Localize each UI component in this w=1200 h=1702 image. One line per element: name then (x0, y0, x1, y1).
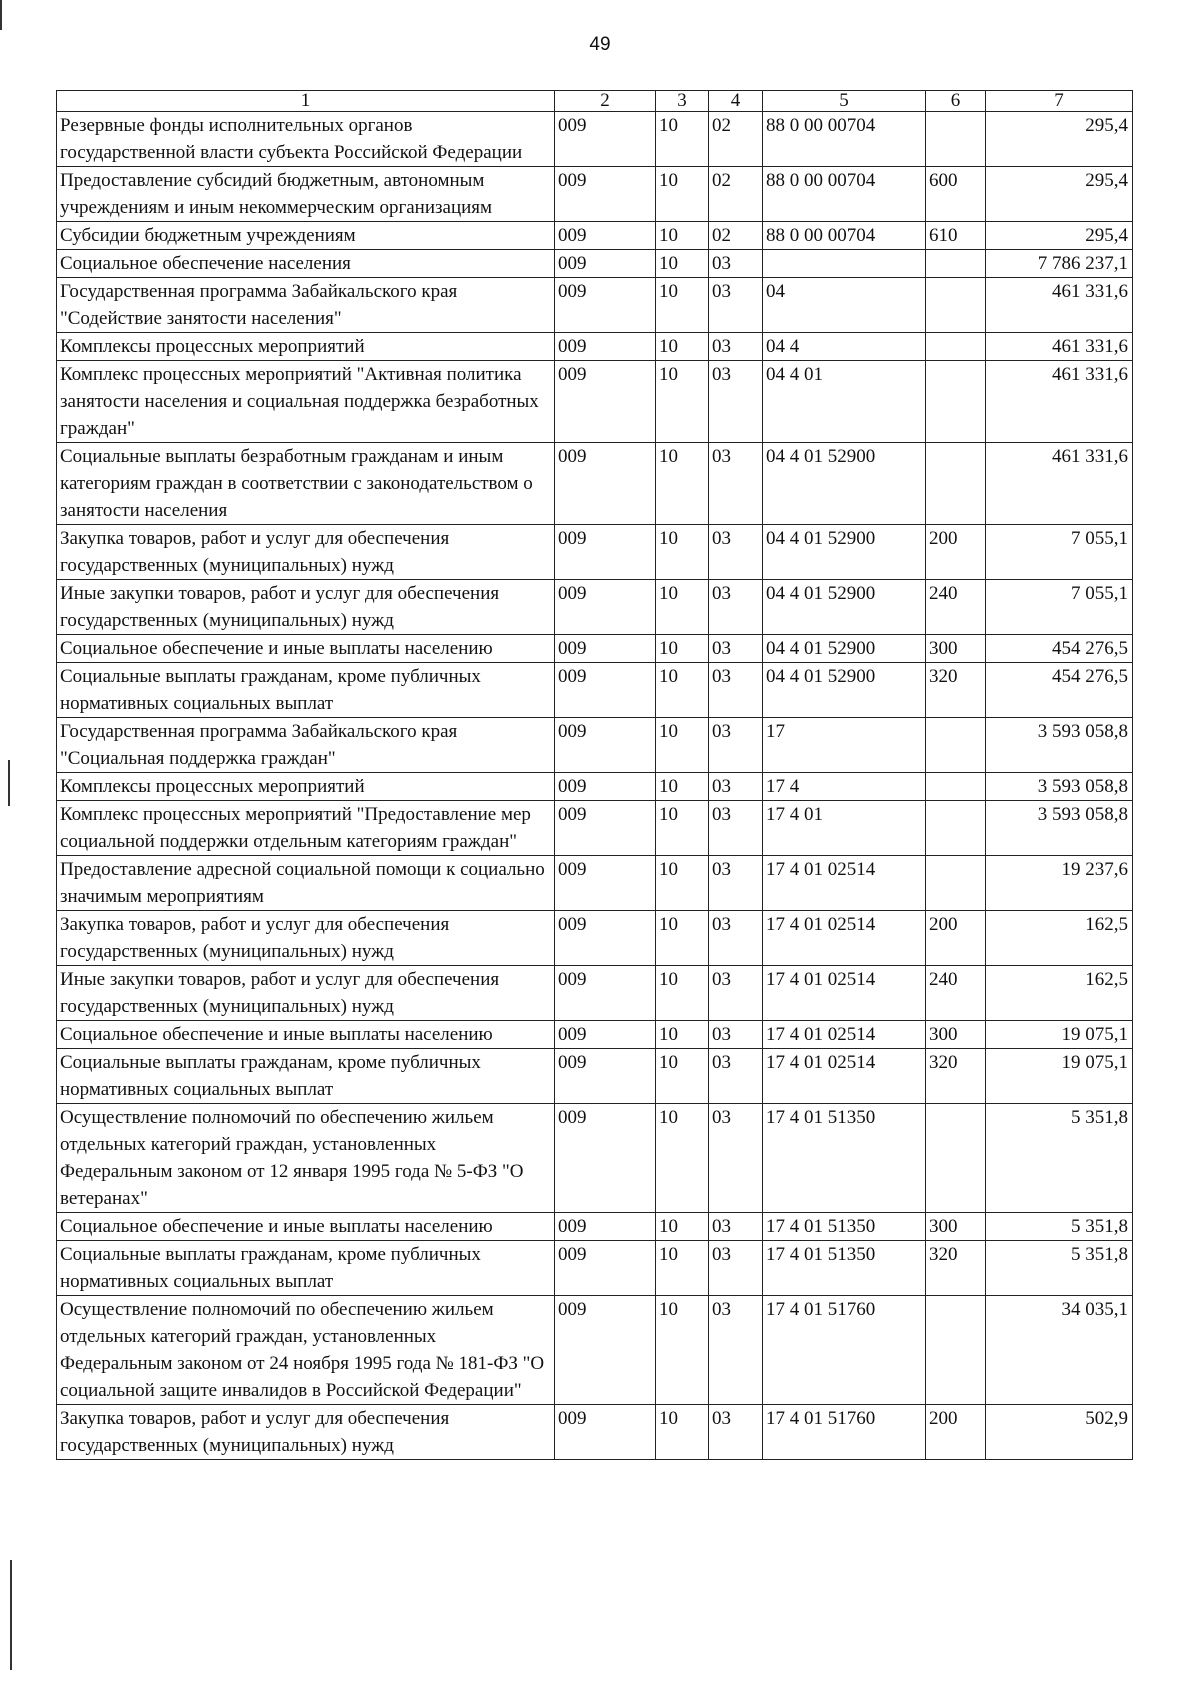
subsection-cell: 03 (709, 911, 763, 966)
amount-cell: 3 593 058,8 (986, 718, 1133, 773)
amount-cell: 295,4 (986, 167, 1133, 222)
row-name-cell: Комплексы процессных мероприятий (57, 773, 555, 801)
amount-cell: 5 351,8 (986, 1241, 1133, 1296)
row-name-cell: Комплексы процессных мероприятий (57, 333, 555, 361)
table-row (57, 333, 1133, 361)
admin-code-cell: 009 (555, 911, 656, 966)
header-cell: 6 (926, 91, 986, 112)
expense-type-cell: 320 (926, 1241, 986, 1296)
row-name-cell: Иные закупки товаров, работ и услуг для обеспечения государственных (муниципальных) нужд (57, 966, 555, 1021)
section-cell: 10 (656, 525, 709, 580)
subsection-cell: 03 (709, 278, 763, 333)
admin-code-cell: 009 (555, 1021, 656, 1049)
expense-type-cell: 300 (926, 1213, 986, 1241)
admin-code-cell: 009 (555, 443, 656, 525)
table-row (57, 856, 1133, 911)
admin-code-cell: 009 (555, 250, 656, 278)
section-cell: 10 (656, 361, 709, 443)
section-cell: 10 (656, 718, 709, 773)
amount-cell: 162,5 (986, 911, 1133, 966)
row-name-cell: Комплекс процессных мероприятий "Предоставление мер социальной поддержки отдельным категориям граждан" (57, 801, 555, 856)
expense-type-cell (926, 1296, 986, 1405)
table-row (57, 1049, 1133, 1104)
subsection-cell: 03 (709, 1104, 763, 1213)
table-row (57, 525, 1133, 580)
table-row (57, 1021, 1133, 1049)
target-article-cell: 88 0 00 00704 (763, 112, 926, 167)
header-cell: 5 (763, 91, 926, 112)
subsection-cell: 03 (709, 1405, 763, 1460)
section-cell: 10 (656, 1104, 709, 1213)
header-row (57, 91, 1133, 112)
subsection-cell: 03 (709, 635, 763, 663)
scan-margin-mark (10, 1560, 12, 1670)
admin-code-cell: 009 (555, 856, 656, 911)
row-name-cell: Социальное обеспечение и иные выплаты населению (57, 635, 555, 663)
target-article-cell: 17 4 01 02514 (763, 911, 926, 966)
row-name-cell: Предоставление субсидий бюджетным, автономным учреждениям и иным некоммерческим организациям (57, 167, 555, 222)
subsection-cell: 03 (709, 1241, 763, 1296)
subsection-cell: 03 (709, 250, 763, 278)
expense-type-cell: 200 (926, 911, 986, 966)
admin-code-cell: 009 (555, 1213, 656, 1241)
amount-cell: 454 276,5 (986, 663, 1133, 718)
section-cell: 10 (656, 966, 709, 1021)
target-article-cell: 04 4 01 52900 (763, 580, 926, 635)
subsection-cell: 03 (709, 1296, 763, 1405)
admin-code-cell: 009 (555, 112, 656, 167)
amount-cell: 19 237,6 (986, 856, 1133, 911)
row-name-cell: Государственная программа Забайкальского края "Социальная поддержка граждан" (57, 718, 555, 773)
table-row (57, 361, 1133, 443)
target-article-cell: 17 4 01 02514 (763, 856, 926, 911)
section-cell: 10 (656, 1296, 709, 1405)
row-name-cell: Социальное обеспечение и иные выплаты населению (57, 1213, 555, 1241)
subsection-cell: 03 (709, 1213, 763, 1241)
amount-cell: 502,9 (986, 1405, 1133, 1460)
table-row (57, 1104, 1133, 1213)
expense-type-cell (926, 250, 986, 278)
subsection-cell: 03 (709, 525, 763, 580)
table-row (57, 222, 1133, 250)
admin-code-cell: 009 (555, 801, 656, 856)
amount-cell: 162,5 (986, 966, 1133, 1021)
row-name-cell: Социальное обеспечение и иные выплаты населению (57, 1021, 555, 1049)
expense-type-cell (926, 361, 986, 443)
subsection-cell: 02 (709, 222, 763, 250)
amount-cell: 19 075,1 (986, 1049, 1133, 1104)
admin-code-cell: 009 (555, 361, 656, 443)
table-row (57, 278, 1133, 333)
amount-cell: 7 055,1 (986, 525, 1133, 580)
section-cell: 10 (656, 663, 709, 718)
section-cell: 10 (656, 112, 709, 167)
target-article-cell: 04 4 (763, 333, 926, 361)
header-cell: 7 (986, 91, 1133, 112)
admin-code-cell: 009 (555, 1049, 656, 1104)
row-name-cell: Социальные выплаты безработным гражданам и иным категориям граждан в соответствии с законодательством о занятости населения (57, 443, 555, 525)
row-name-cell: Государственная программа Забайкальского края "Содействие занятости населения" (57, 278, 555, 333)
section-cell: 10 (656, 1213, 709, 1241)
header-cell: 3 (656, 91, 709, 112)
section-cell: 10 (656, 1049, 709, 1104)
row-name-cell: Субсидии бюджетным учреждениям (57, 222, 555, 250)
admin-code-cell: 009 (555, 580, 656, 635)
table-row (57, 1296, 1133, 1405)
table-row (57, 250, 1133, 278)
expense-type-cell (926, 1104, 986, 1213)
header-cell: 1 (57, 91, 555, 112)
admin-code-cell: 009 (555, 525, 656, 580)
expense-type-cell (926, 801, 986, 856)
amount-cell: 295,4 (986, 222, 1133, 250)
amount-cell: 295,4 (986, 112, 1133, 167)
expense-type-cell (926, 443, 986, 525)
scan-margin-mark (0, 0, 2, 30)
expense-type-cell (926, 856, 986, 911)
subsection-cell: 03 (709, 856, 763, 911)
subsection-cell: 03 (709, 1049, 763, 1104)
row-name-cell: Осуществление полномочий по обеспечению жильем отдельных категорий граждан, установленных Федеральным законом от 12 января 1995 года № 5-ФЗ "О ветеранах" (57, 1104, 555, 1213)
row-name-cell: Комплекс процессных мероприятий "Активная политика занятости населения и социальная поддержка безработных граждан" (57, 361, 555, 443)
section-cell: 10 (656, 250, 709, 278)
amount-cell: 461 331,6 (986, 443, 1133, 525)
section-cell: 10 (656, 278, 709, 333)
row-name-cell: Иные закупки товаров, работ и услуг для обеспечения государственных (муниципальных) нужд (57, 580, 555, 635)
section-cell: 10 (656, 911, 709, 966)
target-article-cell: 17 4 01 51350 (763, 1104, 926, 1213)
target-article-cell: 17 4 01 51350 (763, 1213, 926, 1241)
expense-type-cell: 600 (926, 167, 986, 222)
target-article-cell: 88 0 00 00704 (763, 222, 926, 250)
subsection-cell: 03 (709, 443, 763, 525)
section-cell: 10 (656, 773, 709, 801)
admin-code-cell: 009 (555, 1405, 656, 1460)
amount-cell: 454 276,5 (986, 635, 1133, 663)
subsection-cell: 02 (709, 167, 763, 222)
row-name-cell: Социальное обеспечение населения (57, 250, 555, 278)
amount-cell: 19 075,1 (986, 1021, 1133, 1049)
table-row (57, 1213, 1133, 1241)
table-row (57, 663, 1133, 718)
amount-cell: 5 351,8 (986, 1213, 1133, 1241)
table-row (57, 443, 1133, 525)
subsection-cell: 03 (709, 1021, 763, 1049)
admin-code-cell: 009 (555, 966, 656, 1021)
subsection-cell: 03 (709, 801, 763, 856)
admin-code-cell: 009 (555, 773, 656, 801)
amount-cell: 7 786 237,1 (986, 250, 1133, 278)
table-row (57, 167, 1133, 222)
table-row (57, 966, 1133, 1021)
target-article-cell: 17 4 01 02514 (763, 1049, 926, 1104)
admin-code-cell: 009 (555, 1241, 656, 1296)
expense-type-cell: 320 (926, 1049, 986, 1104)
amount-cell: 461 331,6 (986, 333, 1133, 361)
row-name-cell: Социальные выплаты гражданам, кроме публичных нормативных социальных выплат (57, 663, 555, 718)
subsection-cell: 03 (709, 361, 763, 443)
target-article-cell: 17 (763, 718, 926, 773)
section-cell: 10 (656, 222, 709, 250)
target-article-cell: 04 4 01 52900 (763, 443, 926, 525)
expense-type-cell: 200 (926, 1405, 986, 1460)
expense-type-cell (926, 718, 986, 773)
expense-type-cell: 610 (926, 222, 986, 250)
table-row (57, 1405, 1133, 1460)
subsection-cell: 03 (709, 580, 763, 635)
admin-code-cell: 009 (555, 222, 656, 250)
amount-cell: 34 035,1 (986, 1296, 1133, 1405)
subsection-cell: 03 (709, 966, 763, 1021)
admin-code-cell: 009 (555, 167, 656, 222)
scan-margin-mark (8, 760, 10, 806)
expense-type-cell: 300 (926, 635, 986, 663)
target-article-cell: 04 4 01 52900 (763, 635, 926, 663)
row-name-cell: Закупка товаров, работ и услуг для обеспечения государственных (муниципальных) нужд (57, 1405, 555, 1460)
target-article-cell: 17 4 01 02514 (763, 966, 926, 1021)
section-cell: 10 (656, 1241, 709, 1296)
target-article-cell (763, 250, 926, 278)
section-cell: 10 (656, 443, 709, 525)
target-article-cell: 17 4 (763, 773, 926, 801)
section-cell: 10 (656, 333, 709, 361)
target-article-cell: 04 4 01 52900 (763, 663, 926, 718)
expense-type-cell (926, 333, 986, 361)
expense-type-cell: 300 (926, 1021, 986, 1049)
expense-type-cell (926, 773, 986, 801)
table-row (57, 1241, 1133, 1296)
section-cell: 10 (656, 580, 709, 635)
table-row (57, 911, 1133, 966)
target-article-cell: 17 4 01 02514 (763, 1021, 926, 1049)
target-article-cell: 88 0 00 00704 (763, 167, 926, 222)
expense-type-cell (926, 278, 986, 333)
row-name-cell: Осуществление полномочий по обеспечению жильем отдельных категорий граждан, установленных Федеральным законом от 24 ноября 1995 года № 181-ФЗ "О социальной защите инвалидов в Российской Федерации" (57, 1296, 555, 1405)
target-article-cell: 04 4 01 52900 (763, 525, 926, 580)
row-name-cell: Резервные фонды исполнительных органов государственной власти субъекта Российской Федерации (57, 112, 555, 167)
expense-type-cell: 200 (926, 525, 986, 580)
page-number: 49 (589, 34, 611, 55)
header-cell: 4 (709, 91, 763, 112)
amount-cell: 7 055,1 (986, 580, 1133, 635)
table-header (57, 91, 1133, 112)
table-row (57, 801, 1133, 856)
admin-code-cell: 009 (555, 1104, 656, 1213)
admin-code-cell: 009 (555, 1296, 656, 1405)
row-name-cell: Предоставление адресной социальной помощи к социально значимым мероприятиям (57, 856, 555, 911)
amount-cell: 461 331,6 (986, 278, 1133, 333)
amount-cell: 5 351,8 (986, 1104, 1133, 1213)
amount-cell: 3 593 058,8 (986, 801, 1133, 856)
row-name-cell: Социальные выплаты гражданам, кроме публичных нормативных социальных выплат (57, 1241, 555, 1296)
table-row (57, 580, 1133, 635)
table-row (57, 773, 1133, 801)
target-article-cell: 04 4 01 (763, 361, 926, 443)
admin-code-cell: 009 (555, 663, 656, 718)
target-article-cell: 17 4 01 51760 (763, 1296, 926, 1405)
target-article-cell: 17 4 01 (763, 801, 926, 856)
table-body (57, 112, 1133, 1460)
header-cell: 2 (555, 91, 656, 112)
admin-code-cell: 009 (555, 278, 656, 333)
section-cell: 10 (656, 801, 709, 856)
section-cell: 10 (656, 1021, 709, 1049)
admin-code-cell: 009 (555, 635, 656, 663)
section-cell: 10 (656, 856, 709, 911)
target-article-cell: 04 (763, 278, 926, 333)
section-cell: 10 (656, 1405, 709, 1460)
table-row (57, 635, 1133, 663)
expense-type-cell: 240 (926, 966, 986, 1021)
target-article-cell: 17 4 01 51760 (763, 1405, 926, 1460)
subsection-cell: 03 (709, 333, 763, 361)
target-article-cell: 17 4 01 51350 (763, 1241, 926, 1296)
row-name-cell: Закупка товаров, работ и услуг для обеспечения государственных (муниципальных) нужд (57, 911, 555, 966)
subsection-cell: 02 (709, 112, 763, 167)
expense-type-cell: 240 (926, 580, 986, 635)
table-row (57, 112, 1133, 167)
budget-table (56, 90, 1133, 1460)
expense-type-cell: 320 (926, 663, 986, 718)
expense-type-cell (926, 112, 986, 167)
admin-code-cell: 009 (555, 333, 656, 361)
subsection-cell: 03 (709, 773, 763, 801)
row-name-cell: Закупка товаров, работ и услуг для обеспечения государственных (муниципальных) нужд (57, 525, 555, 580)
table-row (57, 718, 1133, 773)
amount-cell: 3 593 058,8 (986, 773, 1133, 801)
subsection-cell: 03 (709, 663, 763, 718)
row-name-cell: Социальные выплаты гражданам, кроме публичных нормативных социальных выплат (57, 1049, 555, 1104)
admin-code-cell: 009 (555, 718, 656, 773)
subsection-cell: 03 (709, 718, 763, 773)
section-cell: 10 (656, 167, 709, 222)
amount-cell: 461 331,6 (986, 361, 1133, 443)
section-cell: 10 (656, 635, 709, 663)
